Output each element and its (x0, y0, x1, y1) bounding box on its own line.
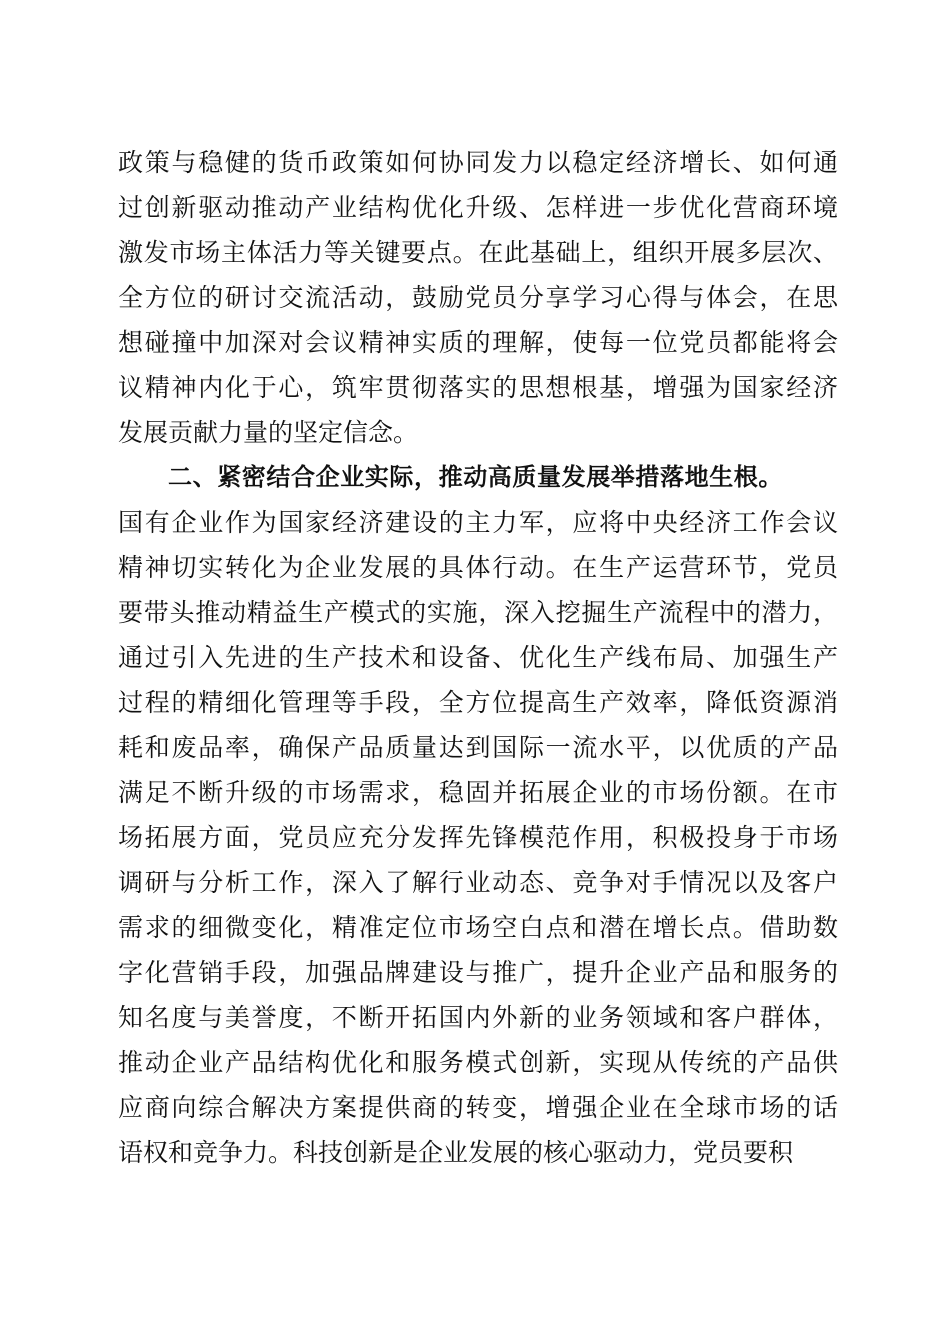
text-line: 应商向综合解决方案提供商的转变，增强企业在全球市场的话 (118, 1093, 838, 1122)
text-line: 需求的细微变化，精准定位市场空白点和潜在增长点。借助数 (118, 913, 838, 942)
text-line: 政策与稳健的货币政策如何协同发力以稳定经济增长、如何通 (118, 148, 838, 177)
text-line: 语权和竞争力。科技创新是企业发展的核心驱动力，党员要积 (118, 1138, 794, 1167)
text-line: 精神切实转化为企业发展的具体行动。在生产运营环节，党员 (118, 553, 838, 582)
paragraph-2 (118, 500, 838, 1175)
text-line: 调研与分析工作，深入了解行业动态、竞争对手情况以及客户 (118, 868, 838, 897)
text-line: 过程的精细化管理等手段，全方位提高生产效率，降低资源消 (118, 688, 838, 717)
text-line: 推动企业产品结构优化和服务模式创新，实现从传统的产品供 (118, 1048, 838, 1077)
text-line: 发展贡献力量的坚定信念。 (118, 418, 419, 447)
text-line: 场拓展方面，党员应充分发挥先锋模范作用，积极投身于市场 (118, 823, 838, 852)
text-line: 国有企业作为国家经济建设的主力军，应将中央经济工作会议 (118, 508, 838, 537)
body-text (118, 140, 838, 1175)
text-line: 满足不断升级的市场需求，稳固并拓展企业的市场份额。在市 (118, 778, 838, 807)
text-line: 通过引入先进的生产技术和设备、优化生产线布局、加强生产 (118, 643, 838, 672)
text-line: 知名度与美誉度，不断开拓国内外新的业务领域和客户群体， (118, 1003, 838, 1032)
text-line: 字化营销手段，加强品牌建设与推广，提升企业产品和服务的 (118, 958, 838, 987)
text-line: 想碰撞中加深对会议精神实质的理解，使每一位党员都能将会 (118, 328, 838, 357)
section-heading: 二、紧密结合企业实际，推动高质量发展举措落地生根。 (168, 463, 783, 491)
paragraph-1 (118, 140, 838, 455)
text-line: 过创新驱动推动产业结构优化升级、怎样进一步优化营商环境 (118, 193, 838, 222)
text-line: 要带头推动精益生产模式的实施，深入挖掘生产流程中的潜力， (118, 598, 838, 627)
text-line: 全方位的研讨交流活动，鼓励党员分享学习心得与体会，在思 (118, 283, 838, 312)
text-line: 耗和废品率，确保产品质量达到国际一流水平，以优质的产品 (118, 733, 838, 762)
text-line: 激发市场主体活力等关键要点。在此基础上，组织开展多层次、 (118, 238, 838, 267)
text-line: 议精神内化于心，筑牢贯彻落实的思想根基，增强为国家经济 (118, 373, 838, 402)
